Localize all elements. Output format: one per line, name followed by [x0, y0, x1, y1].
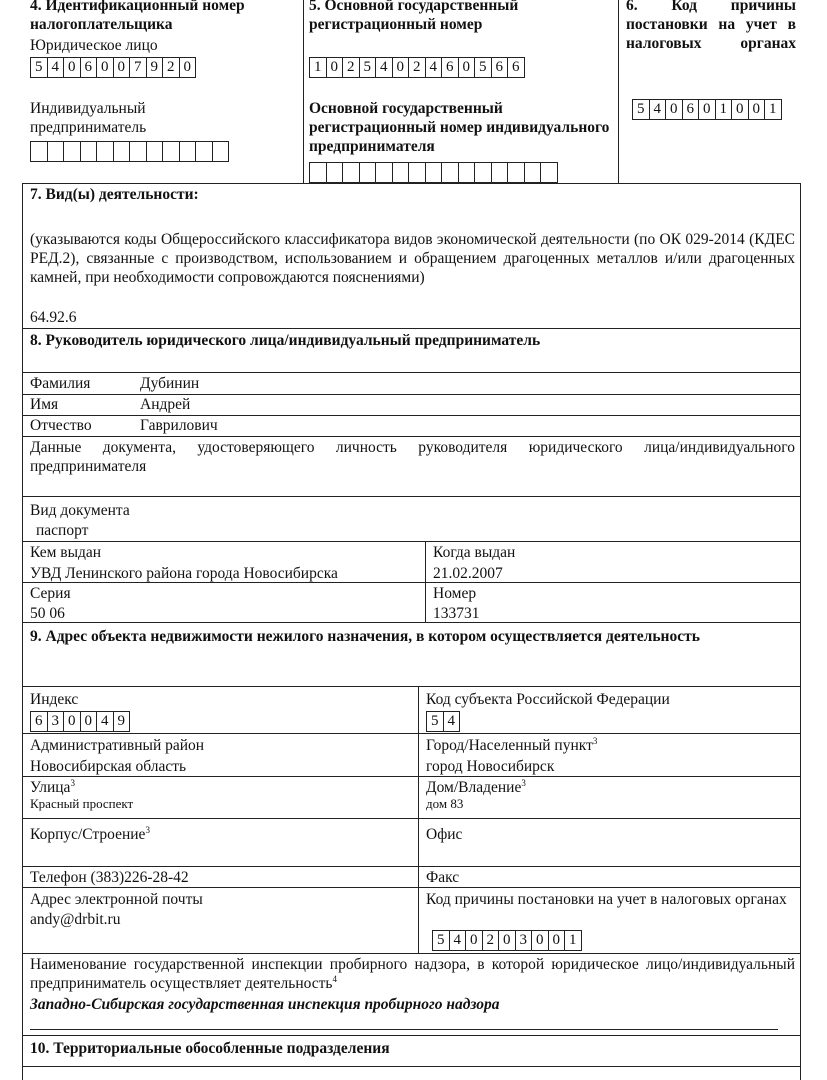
number-value: 133731 — [433, 605, 480, 622]
digit-cell — [147, 142, 164, 161]
divider — [22, 1035, 800, 1036]
ogrnip-field — [309, 162, 558, 183]
digit-cell: 0 — [180, 58, 197, 77]
digit-cell: 0 — [749, 100, 766, 119]
digit-cell: 0 — [327, 58, 344, 77]
digit-cell: 5 — [427, 712, 444, 731]
digit-cell: 5 — [475, 58, 492, 77]
digit-cell: 9 — [114, 712, 131, 731]
divider — [618, 0, 619, 183]
divider — [22, 686, 800, 687]
digit-cell: 2 — [409, 58, 426, 77]
digit-cell: 4 — [444, 712, 461, 731]
digit-cell: 6 — [442, 58, 459, 77]
digit-cell: 6 — [81, 58, 98, 77]
digit-cell: 1 — [310, 58, 327, 77]
digit-cell — [81, 142, 98, 161]
border-right — [800, 183, 801, 1080]
index-field — [30, 711, 130, 732]
digit-cell — [310, 163, 327, 182]
legal-entity-label: Юридическое лицо — [30, 37, 158, 54]
region-code-label: Код субъекта Российской Федерации — [426, 691, 670, 708]
kpp-field — [632, 99, 782, 120]
name-value: Андрей — [140, 396, 191, 413]
digit-cell: 7 — [130, 58, 147, 77]
digit-cell — [442, 163, 459, 182]
digit-cell — [360, 163, 377, 182]
section-5-title: 5. Основной государственный регистрационный номер — [309, 0, 519, 33]
digit-cell — [180, 142, 197, 161]
issued-by-label: Кем выдан — [30, 544, 102, 561]
doc-type-value: паспорт — [36, 522, 89, 539]
digit-cell: 0 — [459, 58, 476, 77]
name-label: Имя — [30, 396, 59, 413]
digit-cell — [64, 142, 81, 161]
digit-cell — [492, 163, 509, 182]
office-label: Офис — [426, 826, 463, 843]
divider — [22, 582, 800, 583]
digit-cell — [525, 163, 542, 182]
digit-cell: 0 — [732, 100, 749, 119]
district-label: Административный район — [30, 737, 205, 754]
border-left — [22, 183, 23, 1080]
ogrn-field — [309, 57, 525, 78]
issued-by-value: УВД Ленинского района города Новосибирска — [30, 565, 338, 582]
divider — [303, 0, 304, 183]
digit-cell: 0 — [64, 712, 81, 731]
series-label: Серия — [30, 585, 71, 602]
divider — [22, 776, 800, 777]
divider — [22, 733, 800, 734]
divider — [418, 686, 419, 953]
number-label: Номер — [433, 585, 477, 602]
digit-cell — [48, 142, 65, 161]
street-label: Улица$^3$ — [30, 777, 75, 796]
divider — [22, 1066, 800, 1067]
activity-code: 64.92.6 — [30, 309, 77, 326]
digit-cell — [327, 163, 344, 182]
digit-cell: 4 — [48, 58, 65, 77]
divider — [22, 394, 800, 395]
digit-cell: 0 — [499, 931, 516, 950]
divider — [22, 496, 800, 497]
digit-cell: 3 — [516, 931, 533, 950]
issued-date-value: 21.02.2007 — [433, 565, 503, 582]
section-4-title: 4. Идентификационный номер налогоплательщика — [30, 0, 245, 33]
digit-cell: 0 — [466, 931, 483, 950]
fax-label: Факс — [426, 869, 460, 886]
digit-cell: 6 — [683, 100, 700, 119]
digit-cell: 0 — [393, 58, 410, 77]
section-8-title: 8. Руководитель юридического лица/индивидуальный предприниматель — [30, 332, 541, 349]
district-value: Новосибирская область — [30, 758, 187, 775]
ogrnip-title: Основной государственный регистрационный номер индивидуального предпринимателя — [309, 100, 610, 155]
section-10-title: 10. Территориальные обособленные подразделения — [30, 1040, 390, 1057]
kpp9-label: Код причины постановки на учет в налоговых органах — [426, 891, 787, 908]
digit-cell: 5 — [433, 931, 450, 950]
digit-cell: 1 — [765, 100, 782, 119]
divider — [22, 622, 800, 623]
digit-cell — [475, 163, 492, 182]
digit-cell: 4 — [97, 712, 114, 731]
digit-cell — [343, 163, 360, 182]
series-value: 50 06 — [30, 605, 65, 622]
street-value: Красный проспект — [30, 796, 134, 811]
digit-cell: 0 — [532, 931, 549, 950]
house-label: Дом/Владение$^3$ — [426, 777, 526, 796]
surname-value: Дубинин — [140, 375, 200, 392]
surname-label: Фамилия — [30, 375, 91, 392]
divider — [22, 415, 800, 416]
inspection-name: Западно-Сибирская государственная инспекция пробирного надзора — [30, 996, 500, 1013]
digit-cell — [426, 163, 443, 182]
digit-cell — [196, 142, 213, 161]
divider — [22, 887, 800, 888]
digit-cell — [393, 163, 410, 182]
digit-cell: 2 — [163, 58, 180, 77]
divider — [22, 953, 800, 954]
building-label: Корпус/Строение$^3$ — [30, 824, 150, 843]
digit-cell: 2 — [483, 931, 500, 950]
digit-cell: 5 — [633, 100, 650, 119]
divider — [22, 818, 800, 819]
doc-type-label: Вид документа — [30, 502, 130, 519]
email-label: Адрес электронной почты — [30, 891, 203, 908]
divider — [22, 183, 800, 184]
house-value: дом 83 — [426, 796, 464, 811]
digit-cell: 6 — [508, 58, 525, 77]
digit-cell — [130, 142, 147, 161]
digit-cell: 4 — [426, 58, 443, 77]
inn-field — [30, 57, 196, 78]
digit-cell — [114, 142, 131, 161]
digit-cell: 0 — [699, 100, 716, 119]
divider — [22, 541, 800, 542]
digit-cell — [508, 163, 525, 182]
digit-cell: 1 — [565, 931, 582, 950]
digit-cell: 0 — [97, 58, 114, 77]
section-7-note: (указываются коды Общероссийского классификатора видов экономической деятельности (по ОК 029-2014 (КДЕС РЕД.2), связанные с производством, использованием и обращением драгоценных металлов и/или драгоценных камней, при необходимости сопровождаются пояснениями) — [30, 231, 795, 286]
divider — [22, 436, 800, 437]
index-label: Индекс — [30, 691, 79, 708]
kpp9-field — [432, 930, 582, 951]
section-6-title: 6. Код причины постановки на учет в налоговых органах — [626, 0, 796, 52]
phone: Телефон (383)226-28-42 — [30, 869, 189, 886]
digit-cell: 5 — [31, 58, 48, 77]
digit-cell: 5 — [360, 58, 377, 77]
divider — [22, 866, 800, 867]
digit-cell: 0 — [114, 58, 131, 77]
digit-cell: 0 — [81, 712, 98, 731]
patronymic-value: Гаврилович — [140, 417, 218, 434]
digit-cell — [31, 142, 48, 161]
section-7-title: 7. Вид(ы) деятельности: — [30, 186, 199, 203]
section-9-title: 9. Адрес объекта недвижимости нежилого назначения, в котором осуществляется деятельность — [30, 628, 700, 645]
underline — [30, 1029, 778, 1030]
digit-cell — [376, 163, 393, 182]
digit-cell: 2 — [343, 58, 360, 77]
digit-cell: 3 — [48, 712, 65, 731]
digit-cell — [163, 142, 180, 161]
inspection-label: Наименование государственной инспекции пробирного надзора, в которой юридическое лицо/индивидуальный предприниматель осуществляет деятельность$^4$ — [30, 956, 795, 992]
digit-cell — [541, 163, 558, 182]
city-label: Город/Населенный пункт$^3$ — [426, 735, 598, 754]
digit-cell: 0 — [64, 58, 81, 77]
digit-cell: 4 — [450, 931, 467, 950]
ip-inn-field — [30, 141, 229, 162]
digit-cell — [213, 142, 230, 161]
city-value: город Новосибирск — [426, 758, 555, 775]
digit-cell — [409, 163, 426, 182]
digit-cell: 6 — [492, 58, 509, 77]
region-code-field — [426, 711, 460, 732]
digit-cell: 6 — [31, 712, 48, 731]
ip-label: Индивидуальный предприниматель — [30, 100, 147, 136]
digit-cell: 4 — [650, 100, 667, 119]
issued-date-label: Когда выдан — [433, 544, 516, 561]
divider — [22, 328, 800, 329]
digit-cell: 1 — [716, 100, 733, 119]
email-value: andy@drbit.ru — [30, 911, 121, 928]
digit-cell: 0 — [666, 100, 683, 119]
digit-cell: 4 — [376, 58, 393, 77]
divider — [22, 372, 800, 373]
phone-value: (383)226-28-42 — [90, 869, 189, 886]
doc-data-label: Данные документа, удостоверяющего личность руководителя юридического лица/индивидуального предпринимателя — [30, 439, 795, 475]
digit-cell: 9 — [147, 58, 164, 77]
digit-cell: 0 — [549, 931, 566, 950]
patronymic-label: Отчество — [30, 417, 92, 434]
digit-cell — [459, 163, 476, 182]
digit-cell — [97, 142, 114, 161]
